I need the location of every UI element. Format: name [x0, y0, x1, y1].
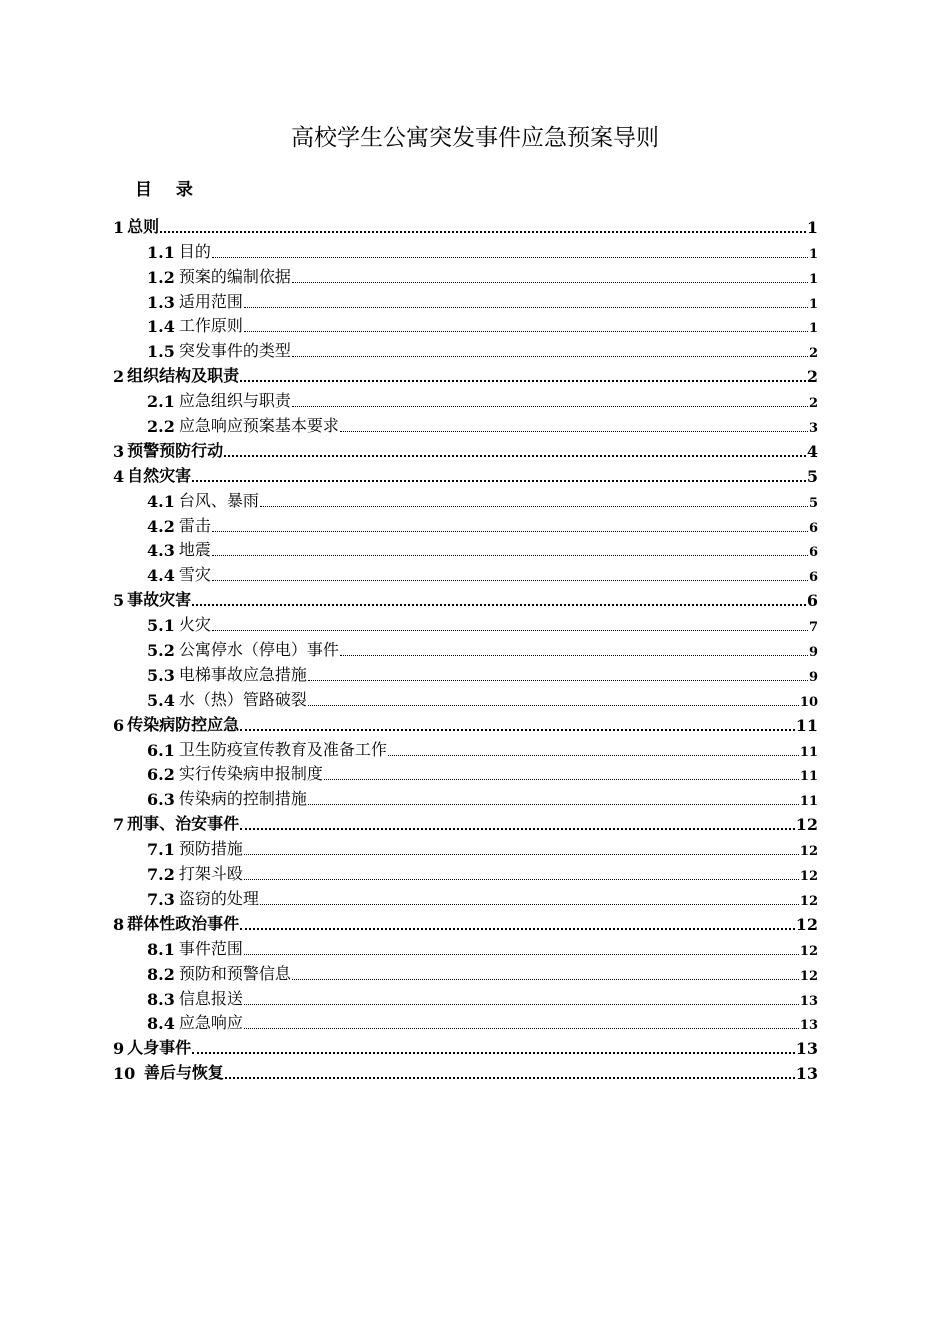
toc-entry[interactable]: [0, 560, 818, 585]
toc-leader-dots: [388, 755, 799, 756]
toc-entry-page: 1: [806, 217, 818, 237]
toc-entry-label: 电梯事故应急措施: [178, 664, 307, 684]
toc-entry[interactable]: [0, 610, 818, 635]
toc-entry-label: 传染病防控应急: [127, 714, 240, 734]
toc-entry-label: 组织结构及职责: [127, 366, 240, 386]
toc-leader-dots: [192, 1052, 795, 1054]
toc-entry[interactable]: [0, 361, 818, 386]
toc-entry-page: 9: [808, 669, 818, 685]
toc-entry-page: 12: [799, 869, 818, 885]
toc-entry[interactable]: [0, 386, 818, 411]
toc-leader-dots: [308, 804, 799, 805]
toc-leader-dots: [292, 406, 808, 407]
toc-entry-page: 1: [808, 246, 818, 262]
toc-entry[interactable]: [0, 809, 818, 834]
toc-entry-number: 6: [113, 715, 125, 735]
toc-entry-page: 13: [795, 1039, 818, 1059]
toc-leader-dots: [308, 705, 799, 706]
toc-entry[interactable]: [0, 635, 818, 660]
toc-entry-label: 突发事件的类型: [178, 341, 291, 361]
toc-entry-label: 适用范围: [178, 291, 243, 311]
toc-leader-dots: [240, 380, 806, 382]
toc-leader-dots: [308, 680, 808, 681]
toc-entry-number: 8.1: [147, 939, 175, 959]
toc-leader-dots: [192, 480, 806, 482]
toc-entry[interactable]: [0, 934, 818, 959]
toc-entry-number: 2.1: [147, 392, 175, 412]
toc-entry-page: 1: [808, 296, 818, 312]
toc-entry[interactable]: [0, 834, 818, 859]
toc-entry-number: 6.2: [147, 765, 175, 785]
toc-entry-page: 9: [808, 645, 818, 661]
toc-entry-page: 11: [799, 769, 818, 785]
toc-leader-dots: [292, 356, 808, 357]
toc-entry-page: 5: [808, 495, 818, 511]
toc-entry-label: 目的: [178, 241, 211, 261]
toc-entry-page: 11: [799, 744, 818, 760]
toc-entry-page: 11: [795, 715, 818, 735]
toc-entry-number: 4.4: [147, 566, 175, 586]
toc-entry[interactable]: [0, 959, 818, 984]
toc-entry-number: 6.1: [147, 740, 175, 760]
toc-entry-label: 公寓停水（停电）事件: [178, 640, 339, 660]
toc-entry-number: 6.3: [147, 790, 175, 810]
toc-entry-label: 实行传染病申报制度: [178, 764, 323, 784]
toc-entry-page: 13: [795, 1064, 818, 1084]
toc-entry-page: 10: [799, 694, 818, 710]
toc-entry-label: 工作原则: [178, 316, 243, 336]
toc-leader-dots: [340, 431, 808, 432]
toc-entry-page: 12: [799, 893, 818, 909]
toc-entry-page: 13: [799, 993, 818, 1009]
toc-entry-number: 4: [113, 466, 125, 486]
toc-entry-label: 善后与恢复: [143, 1063, 224, 1083]
toc-entry-page: 12: [799, 943, 818, 959]
toc-entry-number: 10: [113, 1064, 141, 1084]
toc-leader-dots: [244, 879, 799, 880]
toc-entry[interactable]: [0, 287, 818, 312]
toc-entry-page: 6: [808, 520, 818, 536]
toc-entry-number: 7.2: [147, 865, 175, 885]
toc-entry-page: 4: [806, 441, 818, 461]
toc-entry-number: 5.4: [147, 690, 175, 710]
toc-leader-dots: [160, 231, 806, 233]
toc-entry[interactable]: [0, 710, 818, 735]
toc-entry-number: 2: [113, 367, 125, 387]
toc-entry[interactable]: [0, 1009, 818, 1034]
toc-entry-number: 1: [113, 217, 125, 237]
toc-leader-dots: [324, 779, 799, 780]
toc-entry-number: 3: [113, 441, 125, 461]
toc-entry[interactable]: [0, 760, 818, 785]
toc-entry-page: 12: [799, 844, 818, 860]
toc-entry-number: 9: [113, 1039, 125, 1059]
toc-entry-label: 火灾: [178, 615, 211, 635]
toc-entry-label: 打架斗殴: [178, 864, 243, 884]
toc-heading: 目 录: [135, 180, 202, 200]
toc-entry-label: 应急组织与职责: [178, 391, 291, 411]
toc-entry-page: 6: [808, 570, 818, 586]
toc-entry[interactable]: [0, 336, 818, 361]
toc-entry[interactable]: [0, 660, 818, 685]
toc-entry-page: 1: [808, 271, 818, 287]
toc-entry[interactable]: [0, 859, 818, 884]
toc-entry-page: 12: [795, 914, 818, 934]
toc-entry-label: 雷击: [178, 515, 211, 535]
toc-entry-page: 6: [808, 545, 818, 561]
toc-entry[interactable]: [0, 536, 818, 561]
toc-entry[interactable]: [0, 212, 818, 237]
toc-entry-label: 预防和预警信息: [178, 963, 291, 983]
toc-entry-number: 1.5: [147, 342, 175, 362]
toc-entry-number: 4.1: [147, 491, 175, 511]
toc-entry-label: 预防措施: [178, 839, 243, 859]
toc-entry-label: 水（热）管路破裂: [178, 689, 307, 709]
toc-entry-label: 群体性政治事件: [127, 913, 240, 933]
toc-leader-dots: [244, 1004, 799, 1005]
toc-entry-page: 13: [799, 1018, 818, 1034]
toc-entry-label: 预警预防行动: [127, 440, 224, 460]
toc-entry-page: 7: [808, 620, 818, 636]
toc-entry-label: 应急响应预案基本要求: [178, 416, 339, 436]
toc-entry-label: 台风、暴雨: [178, 490, 259, 510]
toc-entry[interactable]: [0, 909, 818, 934]
toc-leader-dots: [225, 1077, 795, 1079]
toc-entry-page: 2: [806, 367, 818, 387]
toc-leader-dots: [292, 282, 808, 283]
toc-entry-label: 信息报送: [178, 988, 243, 1008]
toc-entry-page: 2: [808, 396, 818, 412]
toc-leader-dots: [244, 331, 808, 332]
toc-entry-label: 卫生防疫宣传教育及准备工作: [178, 739, 387, 759]
toc-entry-number: 8: [113, 914, 125, 934]
toc-entry[interactable]: [0, 735, 818, 760]
toc-leader-dots: [212, 257, 808, 258]
toc-leader-dots: [244, 954, 799, 955]
toc-entry-number: 8.2: [147, 964, 175, 984]
toc-leader-dots: [240, 828, 795, 830]
toc-entry-number: 7.1: [147, 840, 175, 860]
toc-leader-dots: [212, 630, 808, 631]
toc-entry-number: 1.4: [147, 317, 175, 337]
toc-entry-page: 11: [799, 794, 818, 810]
toc-entry[interactable]: [0, 486, 818, 511]
toc-entry-page: 1: [808, 321, 818, 337]
toc-leader-dots: [240, 928, 795, 930]
toc-entry-number: 5.3: [147, 665, 175, 685]
toc-entry-number: 5: [113, 591, 125, 611]
toc-entry-number: 5.1: [147, 616, 175, 636]
toc-leader-dots: [212, 555, 808, 556]
toc-entry-label: 应急响应: [178, 1013, 243, 1033]
toc-entry-page: 3: [808, 421, 818, 437]
toc-entry-number: 4.2: [147, 516, 175, 536]
toc-entry-page: 12: [795, 815, 818, 835]
toc-leader-dots: [212, 531, 808, 532]
toc-leader-dots: [292, 979, 799, 980]
toc-entry-label: 传染病的控制措施: [178, 789, 307, 809]
table-of-contents: [0, 212, 950, 1083]
document-title: 高校学生公寓突发事件应急预案导则: [291, 125, 659, 151]
toc-entry-page: 12: [799, 968, 818, 984]
toc-entry-number: 8.3: [147, 989, 175, 1009]
toc-entry[interactable]: [0, 237, 818, 262]
toc-entry-number: 7: [113, 815, 125, 835]
toc-entry[interactable]: [0, 585, 818, 610]
toc-entry-label: 自然灾害: [127, 465, 192, 485]
toc-leader-dots: [244, 1028, 799, 1029]
toc-entry[interactable]: [0, 411, 818, 436]
toc-entry-label: 事件范围: [178, 938, 243, 958]
toc-entry-label: 事故灾害: [127, 590, 192, 610]
toc-entry[interactable]: [0, 461, 818, 486]
toc-entry-page: 5: [806, 466, 818, 486]
toc-entry[interactable]: [0, 511, 818, 536]
toc-entry-number: 1.1: [147, 242, 175, 262]
toc-leader-dots: [244, 854, 799, 855]
toc-entry-label: 人身事件: [127, 1038, 192, 1058]
toc-entry-number: 5.2: [147, 641, 175, 661]
toc-entry-number: 2.2: [147, 417, 175, 437]
toc-entry-label: 盗窃的处理: [178, 888, 259, 908]
toc-entry[interactable]: [0, 1058, 818, 1083]
toc-entry-label: 刑事、治安事件: [127, 814, 240, 834]
toc-entry[interactable]: [0, 436, 818, 461]
toc-entry[interactable]: [0, 312, 818, 337]
toc-entry-label: 预案的编制依据: [178, 266, 291, 286]
toc-leader-dots: [212, 580, 808, 581]
toc-leader-dots: [224, 455, 806, 457]
toc-entry[interactable]: [0, 784, 818, 809]
toc-leader-dots: [340, 655, 808, 656]
toc-entry-number: 1.3: [147, 292, 175, 312]
toc-entry-page: 6: [806, 591, 818, 611]
toc-entry[interactable]: [0, 262, 818, 287]
toc-entry[interactable]: [0, 984, 818, 1009]
toc-entry-number: 7.3: [147, 889, 175, 909]
toc-entry-number: 4.3: [147, 541, 175, 561]
toc-entry-label: 地震: [178, 540, 211, 560]
toc-entry-label: 雪灾: [178, 565, 211, 585]
toc-leader-dots: [244, 307, 808, 308]
toc-entry-number: 1.2: [147, 267, 175, 287]
toc-entry[interactable]: [0, 1033, 818, 1058]
toc-entry-number: 8.4: [147, 1014, 175, 1034]
toc-entry-page: 2: [808, 346, 818, 362]
toc-entry[interactable]: [0, 685, 818, 710]
toc-leader-dots: [260, 904, 799, 905]
toc-leader-dots: [240, 729, 795, 731]
toc-leader-dots: [192, 604, 806, 606]
toc-leader-dots: [260, 506, 808, 507]
toc-entry-label: 总则: [127, 216, 160, 236]
toc-entry[interactable]: [0, 884, 818, 909]
